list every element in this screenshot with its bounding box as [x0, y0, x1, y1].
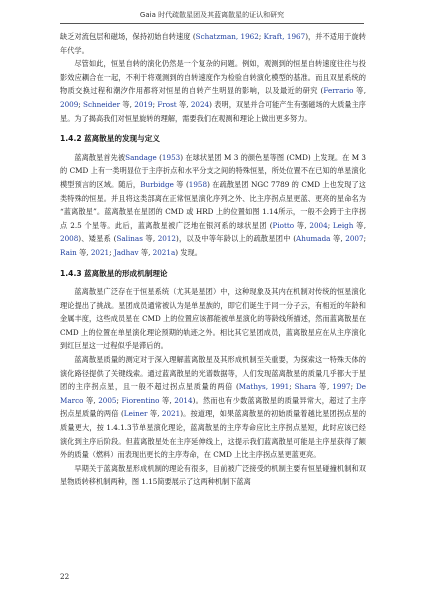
citation[interactable]: Jadhav: [113, 247, 139, 257]
citation[interactable]: Fiorentino: [121, 395, 160, 405]
citation[interactable]: 2021: [161, 409, 181, 419]
citation[interactable]: Piotto: [272, 220, 295, 230]
section-title: 蓝离散星的发现与定义: [84, 134, 160, 144]
citation[interactable]: 2009: [60, 99, 79, 109]
paragraph: 蓝离散星广泛存在于恒星系统（尤其是星团）中，这种现象及其内在机制对传统的恒星演化理论提出了挑战。星团成员通常被认为是单星族的，即它们诞生于同一分子云，有相近的年龄和金属丰度，这些成员星在 CMD 上的位置应该都能被单星演化的等龄线所描述，然而蓝离散星在 CMD 上的位置在单星演化理论预期的轨迹之外。相比其它星团成员，蓝离散星应在从主序演化到红巨星这一过程似乎是滞后的。: [60, 287, 366, 351]
citation[interactable]: Salinas: [116, 234, 143, 244]
paragraph: 早期关于蓝离散星形成机制的理论有很多，目前被广泛接受的机制主要有恒星碰撞机制和双星物质转移机制两种，图 1.15简要展示了这两种机制下蓝离: [60, 463, 366, 487]
citation[interactable]: Schatzman, 1962: [195, 32, 259, 41]
citation[interactable]: De Marco: [60, 382, 366, 405]
citation[interactable]: Ahumada: [296, 234, 331, 244]
page-number: 22: [60, 572, 70, 581]
paragraph: 缺乏对流包层和磁场，保持初始自转速度 (Schatzman, 1962; Kraft, 1967)，并不适用于旋转年代学。: [60, 32, 366, 55]
section-title: 蓝离散星的形成机制理论: [84, 268, 168, 278]
citation[interactable]: 2021a: [152, 247, 176, 257]
citation[interactable]: 2021: [90, 247, 110, 257]
citation[interactable]: Ferrario: [323, 86, 354, 96]
section-number: 1.4.2: [60, 134, 82, 144]
section-heading: [60, 132, 366, 146]
citation[interactable]: 2005: [98, 395, 117, 405]
citation[interactable]: Shara: [294, 382, 317, 392]
citation[interactable]: 2019: [134, 99, 153, 109]
citation[interactable]: 1953: [161, 152, 181, 162]
section-number: 1.4.3: [60, 268, 82, 278]
citation[interactable]: 2008: [60, 234, 79, 244]
citation[interactable]: 1997: [332, 382, 351, 392]
paragraph: 蓝离散星首先被Sandage (1953) 在球状星团 M 3 的颜色星等图 (CMD) 上发现。在 M 3 的 CMD 上有一类明显位于主序折点和水平分支之间的特殊恒星，所处位置不在已知的单星演化模型预言的区域。随后，Burbidge 等 (1958) 在疏散星团 NGC 7789 的 CMD 上也发现了这类特殊的恒星。并且将这类部离在正常恒星演化序列之外、比主序拐点星更蓝、更亮的星命名为 “蓝离散星”。蓝离散星在星团的 CMD 或 HRD 上的位置如图 1.14所示，一般不会跨于主序拐点 2.5 个星等。此后，蓝离散星被广泛地在银河系的球状星团 (Piotto 等, 2004; Leigh 等, 2008)、矮星系 (Salinas 等, 2012)，以及中等年龄以上的疏散星团中 (Ahumada 等, 2007; Rain 等, 2021; Jadhav 等, 2021a) 发现。: [60, 152, 367, 257]
citation[interactable]: Rain: [60, 247, 77, 257]
citation[interactable]: 2012: [157, 234, 176, 244]
citation[interactable]: 2014: [174, 395, 193, 405]
citation[interactable]: Kraft, 1967: [263, 32, 306, 41]
citation[interactable]: 2024: [190, 99, 210, 109]
citation[interactable]: Leigh: [332, 220, 354, 230]
citation[interactable]: Mathys, 1991: [238, 382, 290, 392]
main-text: [60, 30, 366, 489]
paragraph: 蓝离散星质量的测定对于深入理解蓝离散星及其形成机制至关重要，为探索这一特殊天体的演化路径提供了关键线索。通过蓝离散星的光谱数据等，人们发现蓝离散星的质量几乎都大于星团的主序拐点星，且一般不超过拐点星质量的两倍 (Mathys, 1991; Shara 等, 1997; De Marco 等, 2005; Fiorentino 等, 2014)。然而也有少数蓝离散星的质量异常大，超过了主序拐点星质量的两倍 (Leiner 等, 2021)。按道理，如果蓝离散星的初始质量着越比星团拐点星的质量更大，按 1.4.1.3节单星演化理论，蓝离散星的主序寿命应比主序拐点星短，此时应该已经演化到主序后阶段。但蓝离散星处在主序延伸线上，这提示我们蓝离散星可能是主序星获得了额外的质量（燃料）而表现出更长的主序寿命，在 CMD 上比主序拐点星更蓝更亮。: [60, 355, 367, 460]
citation[interactable]: Frost: [157, 99, 177, 109]
citation[interactable]: 1958: [188, 179, 208, 189]
section-heading: [60, 267, 366, 281]
running-header: [60, 10, 364, 24]
citation[interactable]: 2004: [309, 220, 328, 230]
citation[interactable]: Leiner: [123, 409, 148, 419]
citation[interactable]: 2007: [345, 234, 364, 244]
citation[interactable]: Sandage: [125, 152, 157, 162]
running-title: Gaia 时代疏散星团及其蓝离散星的证认和研究: [139, 11, 285, 19]
citation[interactable]: Burbidge: [140, 179, 174, 189]
paragraph: 尽管如此，恒星自转的演化仍然是一个复杂的问题。例如，观测到的恒星自转速度往往与投影效应耦合在一起，不利于将观测到的自转速度作为检验自转演化模型的基准。而且双星系统的物质交换过程和潮汐作用都将对恒星的自转产生明显的影响，以及最近的研究 (Ferrario 等, 2009; Schneider 等, 2019; Frost 等, 2024) 表明，双星并合可能产生有强磁场的大质量主序星。为了揭高我们对恒星旋转的理解，需要我们在观测和理论上做出更多努力。: [60, 59, 367, 123]
citation[interactable]: Schneider: [83, 99, 121, 109]
